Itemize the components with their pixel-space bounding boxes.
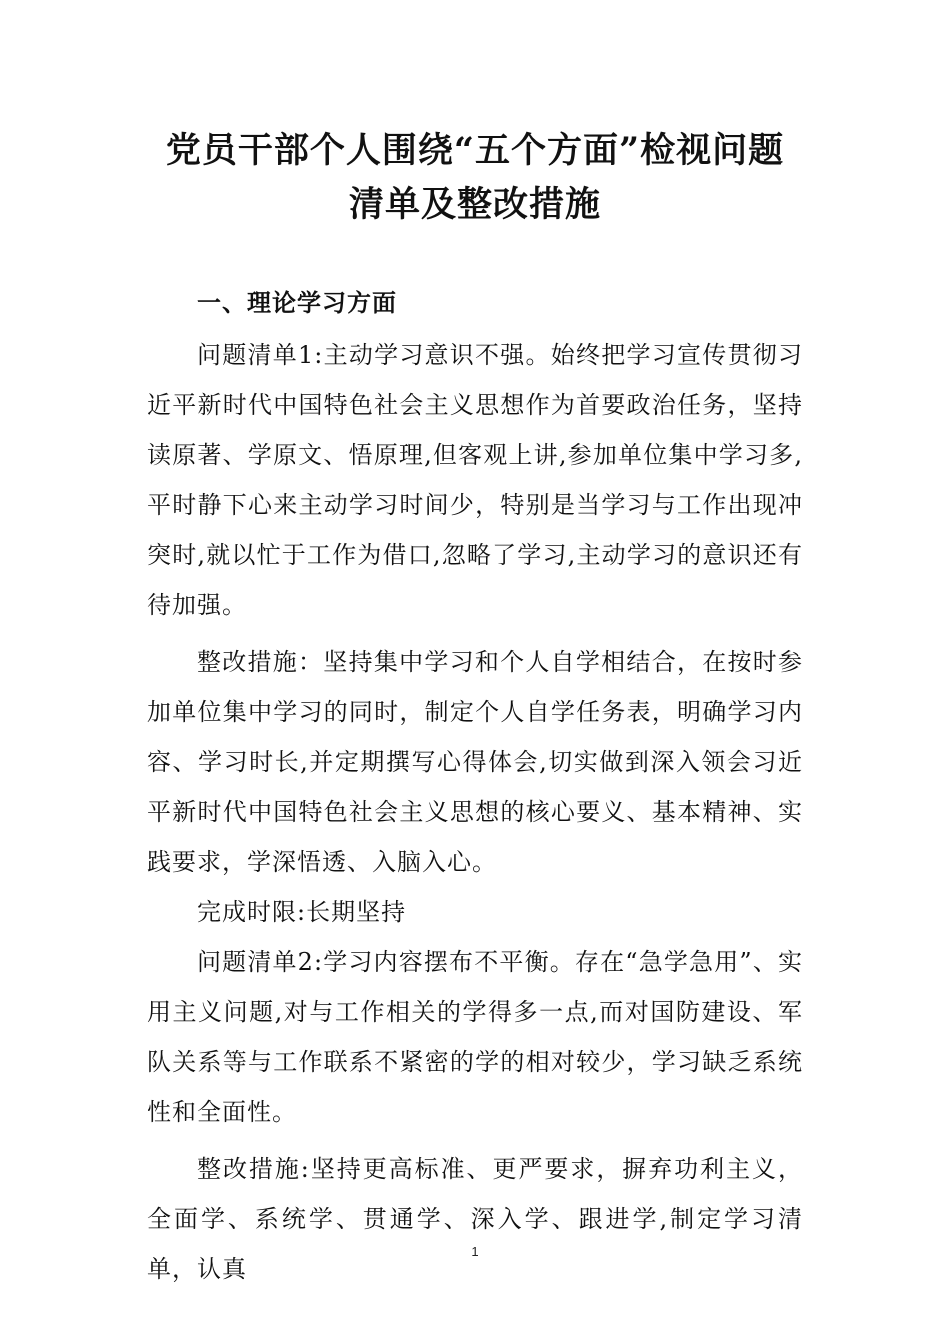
paragraph-rectification-1: 整改措施：坚持集中学习和个人自学相结合，在按时参加单位集中学习的同时，制定个人自学任务表，明确学习内容、学习时长,并定期撰写心得体会,切实做到深入领会习近平新时代中国特色社会主义思想的核心要义、基本精神、实践要求，学深悟透、入脑入心。 xyxy=(147,648,803,876)
title-line-2: 清单及整改措施 xyxy=(348,184,601,225)
paragraph-deadline-1: 完成时限:长期坚持 xyxy=(197,898,407,926)
paragraph-rectification-2: 整改措施:坚持更高标准、更严要求，摒弃功利主义，全面学、系统学、贯通学、深入学、跟进学,制定学习清单，认真 xyxy=(147,1155,803,1283)
document-body xyxy=(147,278,803,1294)
paragraph-problem-1: 问题清单1:主动学习意识不强。始终把学习宣传贯彻习近平新时代中国特色社会主义思想作为首要政治任务，坚持读原著、学原文、悟原理,但客观上讲,参加单位集中学习多,平时静下心来主动学习时间少，特别是当学习与工作出现冲突时,就以忙于工作为借口,忽略了学习,主动学习的意识还有待加强。 xyxy=(147,341,803,619)
title-line-1: 党员干部个人围绕“五个方面”检视问题 xyxy=(165,130,785,171)
document-title xyxy=(100,124,850,232)
paragraph-problem-2: 问题清单2:学习内容摆布不平衡。存在“急学急用”、实用主义问题,对与工作相关的学得多一点,而对国防建设、军队关系等与工作联系不紧密的学的相对较少，学习缺乏系统性和全面性。 xyxy=(147,948,803,1126)
page-number: 1 xyxy=(471,1244,479,1259)
section-heading: 一、理论学习方面 xyxy=(197,289,397,317)
